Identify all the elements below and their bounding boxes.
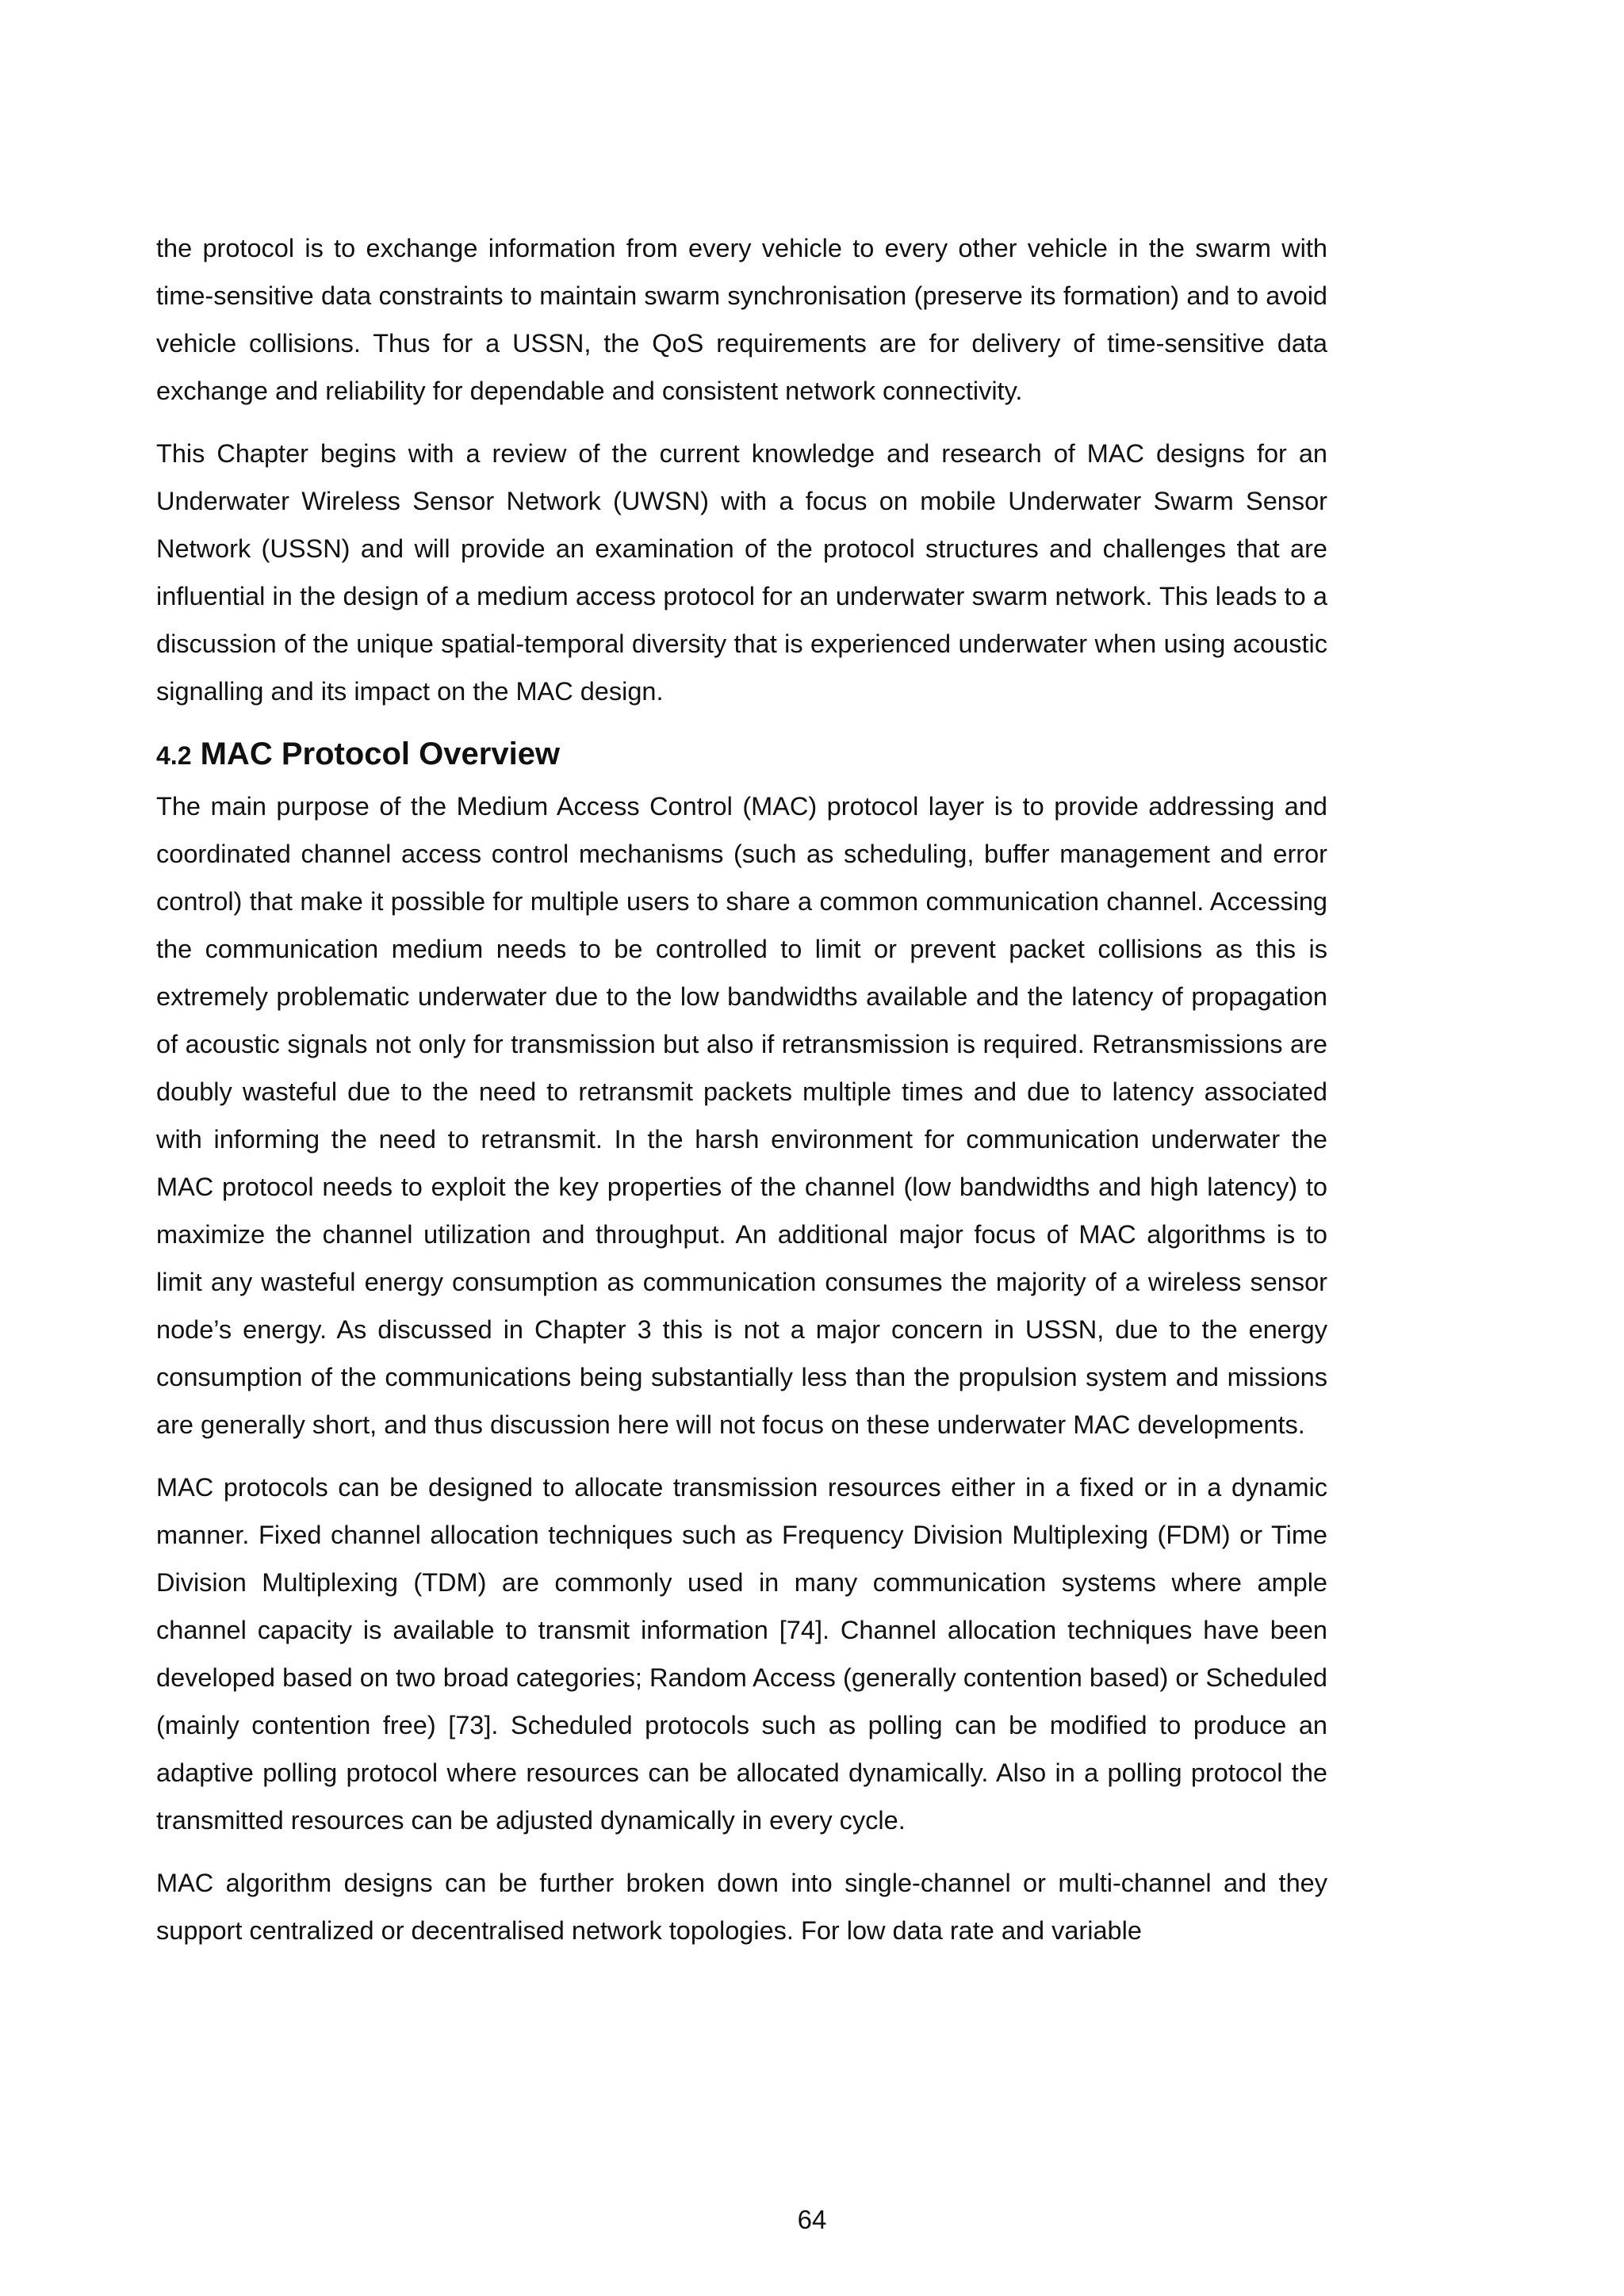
body-paragraph: MAC protocols can be designed to allocate transmission resources either in a fixed or in a dynamic manner. Fixed channel allocation techniques such as Frequency Division Multiplexing (FDM) or Time Division Multiplexing (TDM) are commonly used in many communication systems where ample channel capacity is available to transmit information [74]. Channel allocation techniques have been developed based on two broad categories; Random Access (generally contention based) or Scheduled (mainly contention free) [73]. Scheduled protocols such as polling can be modified to produce an adaptive polling protocol where resources can be allocated dynamically. Also in a polling protocol the transmitted resources can be adjusted dynamically in every cycle. xyxy=(156,1473,1327,1835)
section-heading xyxy=(156,730,1327,779)
body-paragraph: The main purpose of the Medium Access Control (MAC) protocol layer is to provide addressing and coordinated channel access control mechanisms (such as scheduling, buffer management and error control) that make it possible for multiple users to share a common communication channel. Accessing the communication medium needs to be controlled to limit or prevent packet collisions as this is extremely problematic underwater due to the low bandwidths available and the latency of propagation of acoustic signals not only for transmission but also if retransmission is required. Retransmissions are doubly wasteful due to the need to retransmit packets multiple times and due to latency associated with informing the need to retransmit. In the harsh environment for communication underwater the MAC protocol needs to exploit the key properties of the channel (low bandwidths and high latency) to maximize the channel utilization and throughput. An additional major focus of MAC algorithms is to limit any wasteful energy consumption as communication consumes the majority of a wireless sensor node’s energy. As discussed in Chapter 3 this is not a major concern in USSN, due to the energy consumption of the communications being substantially less than the propulsion system and missions are generally short, and thus discussion here will not focus on these underwater MAC developments. xyxy=(156,792,1327,1439)
body-paragraph: the protocol is to exchange information from every vehicle to every other vehicle in the swarm with time-sensitive data constraints to maintain swarm synchronisation (preserve its formation) and to avoid vehicle collisions. Thus for a USSN, the QoS requirements are for delivery of time-sensitive data exchange and reliability for dependable and consistent network connectivity. xyxy=(156,234,1327,405)
section-title: MAC Protocol Overview xyxy=(200,737,561,771)
page-body xyxy=(156,224,1327,1969)
body-paragraph: This Chapter begins with a review of the current knowledge and research of MAC designs for an Underwater Wireless Sensor Network (UWSN) with a focus on mobile Underwater Swarm Sensor Network (USSN) and will provide an examination of the protocol structures and challenges that are influential in the design of a medium access protocol for an underwater swarm network. This leads to a discussion of the unique spatial-temporal diversity that is experienced underwater when using acoustic signalling and its impact on the MAC design. xyxy=(156,439,1327,706)
page-number: 64 xyxy=(797,2205,827,2234)
section-number: 4.2 xyxy=(156,741,192,770)
body-paragraph: MAC algorithm designs can be further broken down into single-channel or multi-channel and they support centralized or decentralised network topologies. For low data rate and variable xyxy=(156,1869,1327,1945)
